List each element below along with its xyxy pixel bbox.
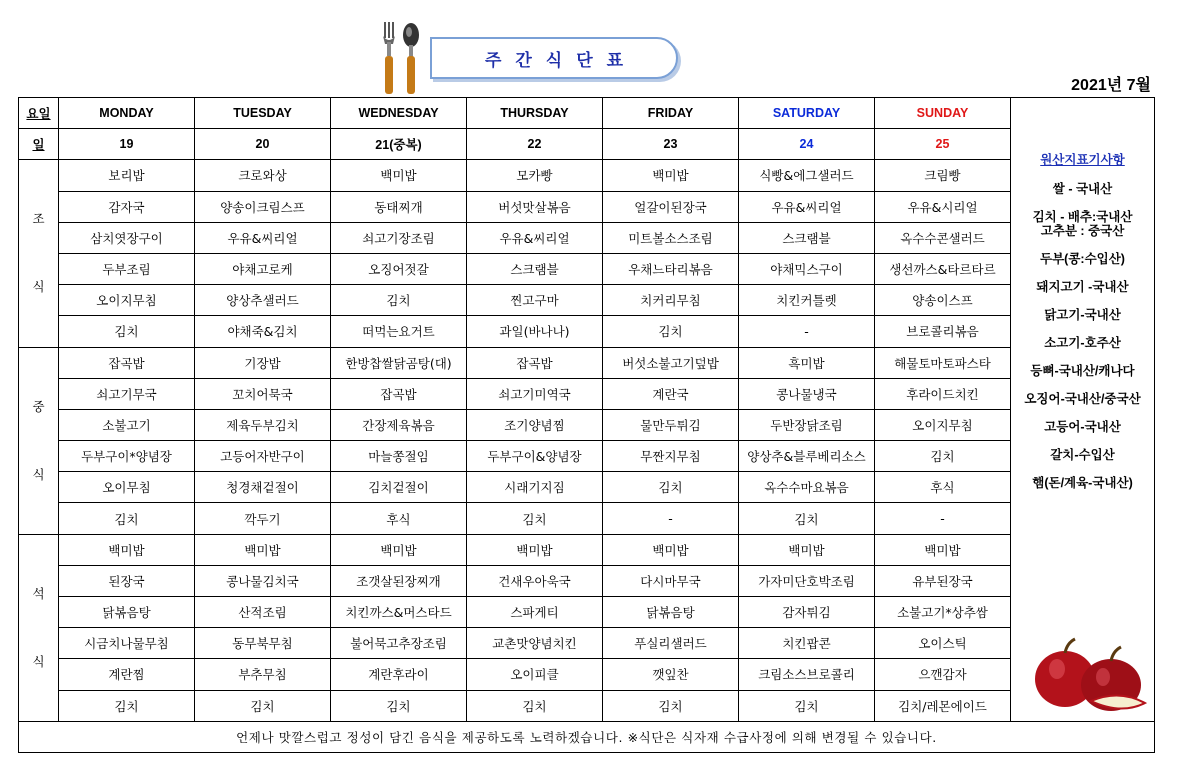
menu-item: 두부구이&양념장: [467, 441, 603, 472]
menu-item: 옥수수마요볶음: [739, 472, 875, 503]
menu-item: 오이지무침: [59, 285, 195, 316]
menu-item: 김치: [467, 690, 603, 721]
menu-item: 꼬치어묵국: [195, 378, 331, 409]
menu-item: 동태찌개: [331, 191, 467, 222]
origin-panel: [1011, 98, 1155, 722]
menu-row: [19, 347, 1155, 378]
menu-item: 한방찹쌀닭곰탕(대): [331, 347, 467, 378]
menu-row: [19, 285, 1155, 316]
page-title: 주간식단표: [484, 50, 638, 71]
title-banner: [430, 37, 678, 79]
menu-item: 깻잎찬: [603, 659, 739, 690]
menu-item: 교촌맛양념치킨: [467, 628, 603, 659]
menu-item: 김치/레몬에이드: [875, 690, 1011, 721]
origin-item: 두부(콩:수입산): [1040, 252, 1125, 266]
menu-item: 콩나물김치국: [195, 565, 331, 596]
day-name: MONDAY: [59, 98, 195, 129]
menu-item: 조갯살된장찌개: [331, 565, 467, 596]
day-date: 19: [59, 129, 195, 160]
menu-item: 오이스틱: [875, 628, 1011, 659]
menu-item: 두반장닭조림: [739, 409, 875, 440]
menu-item: 양상추샐러드: [195, 285, 331, 316]
menu-item: 김치: [467, 503, 603, 534]
menu-item: 청경채겉절이: [195, 472, 331, 503]
meal-label: 조 식: [19, 160, 59, 347]
menu-item: 잡곡밥: [59, 347, 195, 378]
menu-item: 감자국: [59, 191, 195, 222]
menu-row: [19, 253, 1155, 284]
menu-item: 백미밥: [603, 534, 739, 565]
menu-row: [19, 441, 1155, 472]
menu-row: [19, 565, 1155, 596]
date-row: [19, 129, 1155, 160]
menu-item: 미트볼소스조림: [603, 222, 739, 253]
footer-note: 언제나 맛깔스럽고 정성이 담긴 음식을 제공하도록 노력하겠습니다. ※식단은 식자재 수급사정에 의해 변경될 수 있습니다.: [19, 721, 1155, 752]
menu-item: 치커리무침: [603, 285, 739, 316]
menu-item: 고등어자반구이: [195, 441, 331, 472]
menu-item: 우유&씨리얼: [467, 222, 603, 253]
origin-item: 쌀 - 국내산: [1052, 182, 1113, 196]
menu-row: [19, 316, 1155, 347]
menu-item: 김치: [603, 690, 739, 721]
origin-item: 햄(돈/계육-국내산): [1032, 476, 1133, 490]
menu-row: [19, 659, 1155, 690]
menu-item: 부추무침: [195, 659, 331, 690]
menu-item: 김치: [603, 472, 739, 503]
meal-label: 석 식: [19, 534, 59, 721]
menu-item: 우채느타리볶음: [603, 253, 739, 284]
menu-item: 김치: [331, 690, 467, 721]
menu-item: -: [875, 503, 1011, 534]
menu-item: 잡곡밥: [467, 347, 603, 378]
menu-item: 해물토마토파스타: [875, 347, 1011, 378]
menu-item: 무짠지무침: [603, 441, 739, 472]
menu-item: 백미밥: [331, 160, 467, 191]
menu-month: 2021년 7월: [1071, 77, 1151, 94]
menu-item: 물만두튀김: [603, 409, 739, 440]
origin-item: 고등어-국내산: [1044, 420, 1121, 434]
menu-item: 양상추&블루베리소스: [739, 441, 875, 472]
menu-item: 가자미단호박조림: [739, 565, 875, 596]
menu-item: 김치: [59, 690, 195, 721]
menu-row: [19, 409, 1155, 440]
menu-item: 계란국: [603, 378, 739, 409]
menu-item: 양송이스프: [875, 285, 1011, 316]
menu-item: 불어묵고추장조림: [331, 628, 467, 659]
origin-item: 갈치-수입산: [1050, 448, 1115, 462]
day-date: 24: [739, 129, 875, 160]
menu-item: 삼치엿장구이: [59, 222, 195, 253]
menu-item: 떠먹는요거트: [331, 316, 467, 347]
menu-item: 김치: [875, 441, 1011, 472]
menu-item: 백미밥: [603, 160, 739, 191]
weekly-menu-table: [18, 97, 1155, 753]
menu-item: -: [739, 316, 875, 347]
menu-item: 얼갈이된장국: [603, 191, 739, 222]
menu-item: 김치: [739, 690, 875, 721]
menu-item: 산적조림: [195, 597, 331, 628]
day-date: 21(중복): [331, 129, 467, 160]
menu-item: 크림빵: [875, 160, 1011, 191]
menu-item: 야채고로케: [195, 253, 331, 284]
menu-item: 야채죽&김치: [195, 316, 331, 347]
day-header-row: [19, 98, 1155, 129]
origin-item: 닭고기-국내산: [1044, 308, 1121, 322]
menu-item: 치킨팝콘: [739, 628, 875, 659]
menu-item: 스파게티: [467, 597, 603, 628]
menu-item: 모카빵: [467, 160, 603, 191]
menu-item: 오이무침: [59, 472, 195, 503]
menu-item: 버섯맛살볶음: [467, 191, 603, 222]
menu-item: 잡곡밥: [331, 378, 467, 409]
menu-item: 감자튀김: [739, 597, 875, 628]
yoil-label: 요일: [19, 98, 59, 129]
menu-item: 스크램블: [467, 253, 603, 284]
menu-row: [19, 597, 1155, 628]
menu-item: 양송이크림스프: [195, 191, 331, 222]
menu-item: 크로와상: [195, 160, 331, 191]
menu-item: 소불고기*상추쌈: [875, 597, 1011, 628]
menu-item: 계란찜: [59, 659, 195, 690]
day-name: FRIDAY: [603, 98, 739, 129]
menu-item: 쇠고기장조림: [331, 222, 467, 253]
menu-item: 버섯소불고기덮밥: [603, 347, 739, 378]
menu-item: 스크램블: [739, 222, 875, 253]
menu-row: [19, 503, 1155, 534]
menu-item: 과일(바나나): [467, 316, 603, 347]
menu-item: 생선까스&타르타르: [875, 253, 1011, 284]
day-date: 23: [603, 129, 739, 160]
menu-item: 백미밥: [59, 534, 195, 565]
day-name: THURSDAY: [467, 98, 603, 129]
menu-item: 쇠고기미역국: [467, 378, 603, 409]
menu-item: 오징어젓갈: [331, 253, 467, 284]
menu-item: 시금치나물무침: [59, 628, 195, 659]
menu-item: -: [603, 503, 739, 534]
menu-item: 백미밥: [195, 534, 331, 565]
menu-item: 닭볶음탕: [59, 597, 195, 628]
menu-item: 치킨까스&머스타드: [331, 597, 467, 628]
menu-item: 계란후라이: [331, 659, 467, 690]
menu-item: 동무북무침: [195, 628, 331, 659]
day-date: 22: [467, 129, 603, 160]
menu-item: 깍두기: [195, 503, 331, 534]
menu-item: 두부구이*양념장: [59, 441, 195, 472]
menu-item: 치킨커틀렛: [739, 285, 875, 316]
origin-item: 등뼈-국내산/캐나다: [1030, 364, 1135, 378]
menu-item: 크림소스브로콜리: [739, 659, 875, 690]
menu-item: 오이지무침: [875, 409, 1011, 440]
menu-item: 다시마무국: [603, 565, 739, 596]
menu-item: 후라이드치킨: [875, 378, 1011, 409]
menu-item: 된장국: [59, 565, 195, 596]
origin-item: 오징어-국내산/중국산: [1024, 392, 1141, 406]
menu-item: 유부된장국: [875, 565, 1011, 596]
menu-item: 브로콜리볶음: [875, 316, 1011, 347]
menu-item: 김치: [331, 285, 467, 316]
menu-item: 소불고기: [59, 409, 195, 440]
menu-item: 우유&씨리얼: [195, 222, 331, 253]
menu-item: 콩나물냉국: [739, 378, 875, 409]
menu-item: 김치: [195, 690, 331, 721]
menu-item: 김치: [59, 503, 195, 534]
menu-item: 김치겉절이: [331, 472, 467, 503]
menu-item: 찐고구마: [467, 285, 603, 316]
menu-item: 우유&시리얼: [875, 191, 1011, 222]
menu-row: [19, 472, 1155, 503]
menu-item: 김치: [603, 316, 739, 347]
menu-row: [19, 222, 1155, 253]
menu-item: 푸실리샐러드: [603, 628, 739, 659]
menu-row: [19, 191, 1155, 222]
menu-item: 백미밥: [467, 534, 603, 565]
menu-row: [19, 534, 1155, 565]
menu-item: 보리밥: [59, 160, 195, 191]
menu-item: 으깬감자: [875, 659, 1011, 690]
menu-item: 조기양념찜: [467, 409, 603, 440]
menu-item: 옥수수콘샐러드: [875, 222, 1011, 253]
menu-item: 마늘쫑절임: [331, 441, 467, 472]
menu-item: 후식: [331, 503, 467, 534]
footer-row: [19, 721, 1155, 752]
menu-item: 후식: [875, 472, 1011, 503]
apple-icon: [1031, 637, 1147, 713]
menu-item: 김치: [59, 316, 195, 347]
day-name: SATURDAY: [739, 98, 875, 129]
menu-item: 오이피클: [467, 659, 603, 690]
menu-item: 제육두부김치: [195, 409, 331, 440]
menu-item: 간장제육볶음: [331, 409, 467, 440]
day-name: WEDNESDAY: [331, 98, 467, 129]
menu-item: 쇠고기무국: [59, 378, 195, 409]
fork-spoon-icon: [376, 18, 426, 96]
menu-row: [19, 628, 1155, 659]
day-date: 25: [875, 129, 1011, 160]
menu-item: 흑미밥: [739, 347, 875, 378]
meal-label: 중 식: [19, 347, 59, 534]
menu-item: 두부조림: [59, 253, 195, 284]
menu-item: 건새우아욱국: [467, 565, 603, 596]
menu-row: [19, 160, 1155, 191]
menu-item: 닭볶음탕: [603, 597, 739, 628]
menu-row: [19, 378, 1155, 409]
menu-item: 백미밥: [739, 534, 875, 565]
menu-item: 김치: [739, 503, 875, 534]
day-name: TUESDAY: [195, 98, 331, 129]
menu-item: 시래기지짐: [467, 472, 603, 503]
origin-item: 김치 - 배추:국내산 고추분 : 중국산: [1032, 210, 1133, 238]
origin-item: 돼지고기 -국내산: [1036, 280, 1129, 294]
menu-item: 식빵&에그샐러드: [739, 160, 875, 191]
il-label: 일: [19, 129, 59, 160]
origin-item: 소고기-호주산: [1044, 336, 1121, 350]
day-date: 20: [195, 129, 331, 160]
origin-title: 원산지표기사항: [1040, 153, 1125, 167]
day-name: SUNDAY: [875, 98, 1011, 129]
menu-item: 기장밥: [195, 347, 331, 378]
menu-item: 야채믹스구이: [739, 253, 875, 284]
menu-item: 백미밥: [331, 534, 467, 565]
menu-item: 우유&씨리얼: [739, 191, 875, 222]
menu-row: [19, 690, 1155, 721]
menu-item: 백미밥: [875, 534, 1011, 565]
